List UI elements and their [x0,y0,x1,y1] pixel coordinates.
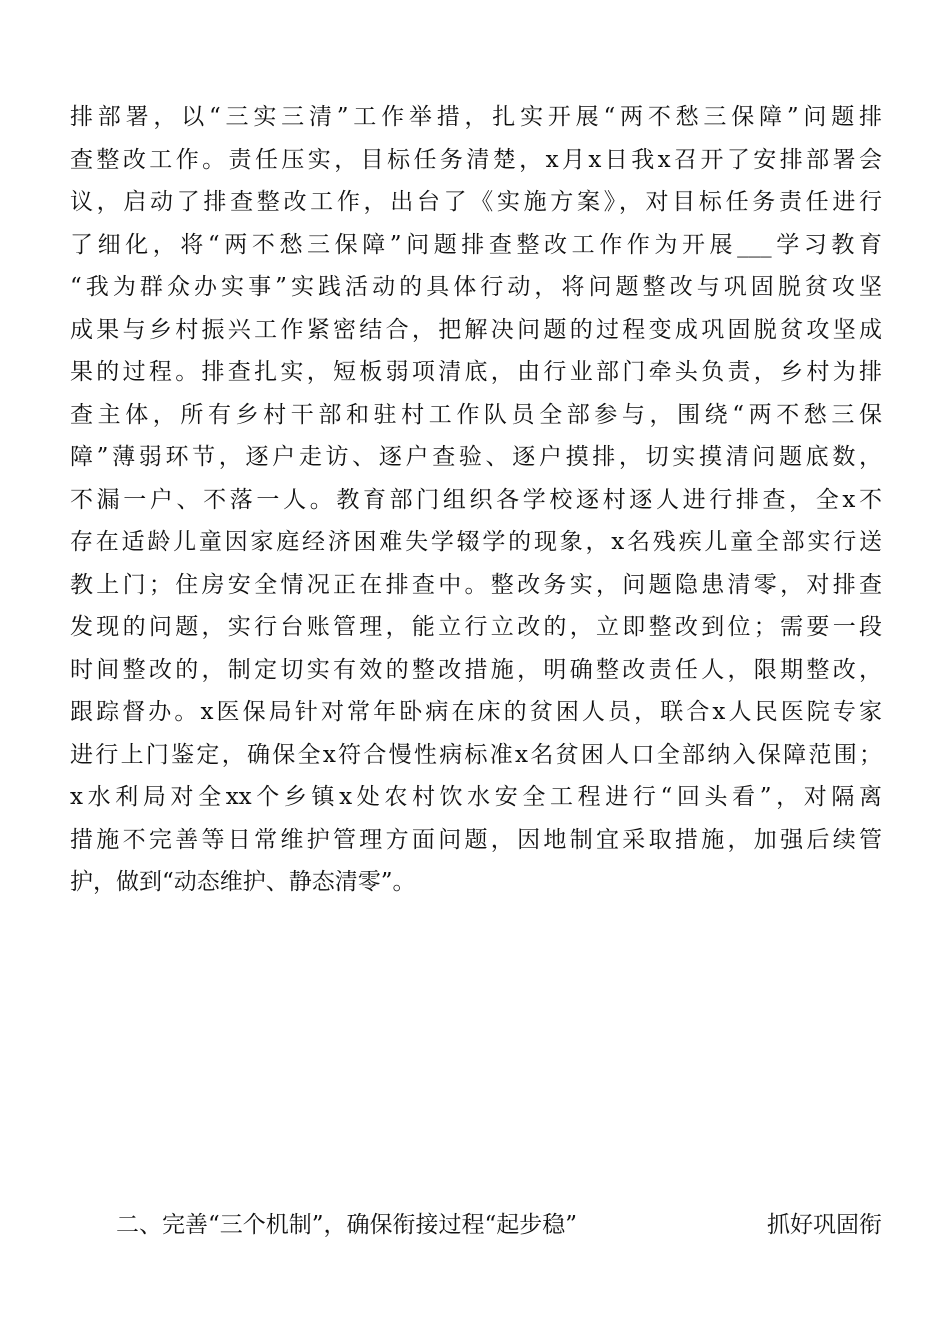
paragraph-line: 议，启动了排查整改工作，出台了《实施方案》，对目标任务责任进行 [70,189,882,215]
paragraph-line: 跟踪督办。x医保局针对常年卧病在床的贫困人员，联合x人民医院专家 [70,699,882,725]
paragraph-line: “我为群众办实事”实践活动的具体行动，将问题整改与巩固脱贫攻坚 [70,274,882,300]
paragraph-line: 存在适龄儿童因家庭经济困难失学辍学的现象，x名残疾儿童全部实行送 [70,529,882,555]
paragraph-line: x水利局对全xx个乡镇x处农村饮水安全工程进行“回头看”，对隔离 [70,784,882,810]
paragraph-line: 排部署，以“三实三清”工作举措，扎实开展“两不愁三保障”问题排 [70,104,882,130]
body-paragraph [70,96,882,904]
paragraph-line: 发现的问题，实行台账管理，能立行立改的，立即整改到位；需要一段 [70,614,882,640]
paragraph-line: 时间整改的，制定切实有效的整改措施，明确整改责任人，限期整改， [70,656,882,683]
paragraph-line: 查主体，所有乡村干部和驻村工作队员全部参与，围绕“两不愁三保 [70,401,882,428]
paragraph-line: 进行上门鉴定，确保全x符合慢性病标准x名贫困人口全部纳入保障范围； [70,741,882,768]
paragraph-line-last: 护，做到“动态维护、静态清零”。 [70,869,416,895]
paragraph-line: 障”薄弱环节，逐户走访、逐户查验、逐户摸排，切实摸清问题底数， [70,444,882,470]
section-heading-title: 二、完善“三个机制”，确保衔接过程“起步稳” [116,1212,578,1238]
section-heading [70,1204,882,1246]
paragraph-line: 不漏一户、不落一人。教育部门组织各学校逐村逐人进行排查，全x不 [70,486,882,513]
paragraph-line: 教上门；住房安全情况正在排查中。整改务实，问题隐患清零，对排查 [70,571,882,598]
paragraph-line: 了细化，将“两不愁三保障”问题排查整改工作作为开展___学习教育 [70,231,882,258]
section-heading-continuation: 抓好巩固衔 [767,1212,882,1238]
paragraph-line: 查整改工作。责任压实，目标任务清楚，x月x日我x召开了安排部署会 [70,146,882,173]
paragraph-line: 果的过程。排查扎实，短板弱项清底，由行业部门牵头负责，乡村为排 [70,359,882,385]
paragraph-line: 措施不完善等日常维护管理方面问题，因地制宜采取措施，加强后续管 [70,826,882,853]
paragraph-line: 成果与乡村振兴工作紧密结合，把解决问题的过程变成巩固脱贫攻坚成 [70,316,882,343]
